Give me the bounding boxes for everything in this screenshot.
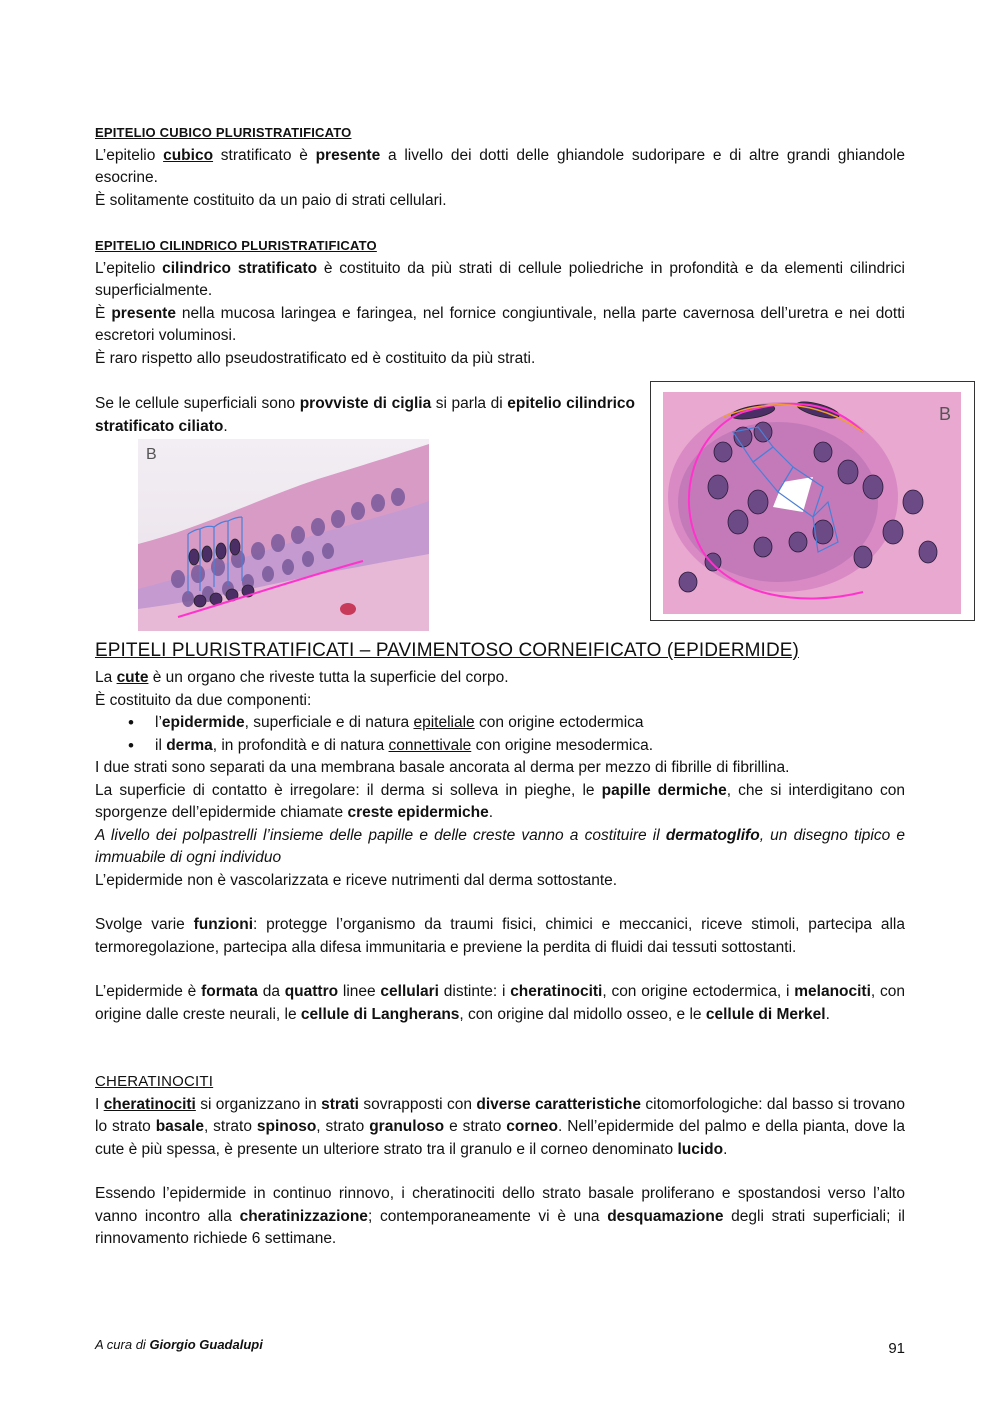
paragraph (95, 914, 905, 959)
term: desquamazione (607, 1207, 724, 1225)
term: cheratinizzazione (239, 1207, 368, 1225)
paragraph (95, 825, 905, 870)
list-item (155, 735, 905, 758)
text: Essendo l’epidermide in continuo rinnovo, i cheratinociti dello strato basale proliferano e spostandosi verso l’alto vanno incontro alla (95, 1185, 905, 1225)
paragraph: L’epidermide non è vascolarizzata e riceve nutrimenti dal derma sottostante. (95, 871, 618, 889)
term: provviste di ciglia (299, 395, 432, 412)
text: , un disegno tipico e immuabile di ogni individuo (95, 826, 905, 866)
text: , con origine dal midollo osseo, e le (459, 1005, 706, 1023)
section-cilindrico (95, 235, 905, 370)
text: , in profondità e di natura (212, 736, 389, 754)
term: papille dermiche (601, 781, 727, 799)
paragraph-ciliato (95, 393, 635, 438)
text: distinte: i (439, 983, 511, 1000)
term: spinoso (256, 1118, 317, 1135)
text: A livello dei polpastrelli l’insieme delle papille e delle creste vanno a costituire il (95, 826, 666, 844)
figure-label: B (938, 404, 952, 424)
text: L’epitelio (95, 259, 163, 277)
text: da (257, 983, 285, 1000)
text: . (825, 1005, 830, 1023)
text: . Nell’epidermide del palmo e della pianta, dove la cute è più spessa, è presente un ulteriore strato tra il granulo e il corneo denominato (95, 1118, 905, 1158)
text: La (95, 669, 117, 686)
bullet-list (95, 712, 905, 757)
text: è un organo che riveste tutta la superficie del corpo. (148, 669, 509, 686)
section-epidermide (95, 667, 905, 1026)
text: Se le cellule superficiali sono (95, 395, 300, 412)
text: L’epitelio (95, 146, 164, 164)
section-cheratinociti (95, 1071, 905, 1251)
text: linee (338, 983, 381, 1000)
figure-label: B (146, 446, 157, 463)
term: cheratinociti (510, 983, 603, 1000)
text: con origine mesodermica. (471, 736, 654, 754)
text: è costituito da più strati di cellule poliedriche in profondità e da elementi cilindrici superficialmente. (95, 259, 905, 299)
paragraph (95, 303, 905, 348)
term: granuloso (369, 1118, 445, 1135)
text: Svolge varie (95, 916, 194, 933)
text: si parla di (431, 395, 508, 412)
term: corneo (506, 1118, 558, 1135)
text: epiteliale (413, 714, 475, 731)
text: l’ (155, 714, 162, 731)
text: I (95, 1095, 104, 1113)
paragraph: I due strati sono separati da una membrana basale ancorata al derma per mezzo di fibrille di fibrillina. (95, 759, 790, 776)
heading-cubico: EPITELIO CUBICO PLURISTRATIFICATO (95, 125, 352, 140)
text: ; contemporaneamente vi è una (367, 1207, 608, 1225)
term: strati (321, 1095, 359, 1113)
term: dermatoglifo (665, 826, 760, 844)
paragraph (95, 1094, 905, 1162)
text: connettivale (388, 736, 472, 754)
text: , superficiale e di natura (244, 714, 414, 731)
term: presente (111, 304, 176, 322)
term: funzioni (193, 916, 254, 933)
text: , con origine dalle creste neurali, le (95, 983, 905, 1023)
text: , che si interdigitano con sporgenze dell’epidermide chiamate (95, 781, 906, 821)
footer-prefix: A cura di (95, 1337, 150, 1352)
paragraph: È raro rispetto allo pseudostratificato ed è costituito da più strati. (95, 349, 536, 367)
term: derma (166, 736, 213, 754)
author-name: Giorgio Guadalupi (149, 1337, 263, 1352)
text: il (155, 736, 167, 754)
text: , strato (316, 1118, 370, 1135)
text: , strato (203, 1118, 257, 1135)
paragraph (95, 1183, 905, 1251)
term: cellule di Langherans (300, 1005, 460, 1023)
paragraph (95, 780, 905, 825)
heading-epidermide: EPITELI PLURISTRATIFICATI – PAVIMENTOSO CORNEIFICATO (EPIDERMIDE) (95, 640, 799, 661)
term: creste epidermiche (347, 804, 489, 821)
text: : protegge l’organismo da traumi fisici, chimici e meccanici, riceve stimoli, partecipa alla termoregolazione, partecipa alla difesa immunitaria e previene la perdita di fluidi dai tessuti sottostanti. (95, 916, 905, 956)
paragraph (95, 258, 905, 303)
text: L’epidermide è (95, 983, 202, 1000)
term: cute (116, 669, 149, 686)
text: . (488, 804, 494, 821)
figure-frame (650, 381, 975, 621)
text: stratificato è (213, 146, 316, 164)
list-item (155, 712, 905, 735)
histology-image-duct (663, 392, 961, 614)
term: epitelio cilindrico stratificato ciliato (95, 395, 636, 435)
text: sovrapposti con (358, 1095, 477, 1113)
paragraph: È solitamente costituito da un paio di strati cellulari. (95, 191, 447, 209)
page-number: 91 (888, 1340, 905, 1357)
heading-cilindrico: EPITELIO CILINDRICO PLURISTRATIFICATO (95, 238, 377, 253)
text: degli strati superficiali; il rinnovamento richiede 6 settimane. (95, 1207, 906, 1247)
term: cellulari (380, 983, 439, 1000)
term: basale (155, 1118, 204, 1135)
text: e strato (444, 1118, 507, 1135)
term: cheratinociti (103, 1095, 196, 1113)
term: cellule di Merkel (705, 1005, 826, 1023)
section-cubico (95, 122, 905, 212)
text: . (723, 1140, 728, 1158)
footer-author (95, 1337, 263, 1352)
term: lucido (677, 1140, 724, 1158)
term: cilindrico stratificato (162, 259, 318, 277)
paragraph (95, 667, 905, 690)
text: , con origine ectodermica, i (602, 983, 795, 1000)
term: cubico (163, 146, 214, 164)
histology-image-ciliated (138, 439, 429, 631)
text: si organizzano in (195, 1095, 322, 1113)
text: citomorfologiche: dal basso si trovano lo strato (95, 1095, 905, 1135)
text: . (223, 417, 228, 435)
heading-cheratinociti: CHERATINOCITI (95, 1073, 214, 1090)
term: quattro (284, 983, 339, 1000)
paragraph (95, 981, 905, 1026)
text: La superficie di contatto è irregolare: il derma si solleva in pieghe, le (95, 781, 602, 799)
term: diverse caratteristiche (476, 1095, 642, 1113)
paragraph: È costituito da due componenti: (95, 691, 312, 709)
text: È (95, 304, 112, 322)
term: presente (315, 146, 381, 164)
paragraph (95, 145, 905, 190)
text: nella mucosa laringea e faringea, nel fornice congiuntivale, nella parte cavernosa dell’uretra e nei dotti escretori voluminosi. (95, 304, 905, 344)
term: melanociti (794, 983, 871, 1000)
text: con origine ectodermica (474, 714, 644, 731)
term: epidermide (161, 714, 245, 731)
term: formata (201, 983, 258, 1000)
text: a livello dei dotti delle ghiandole sudoripare e di altre grandi ghiandole esocrine. (95, 146, 905, 186)
